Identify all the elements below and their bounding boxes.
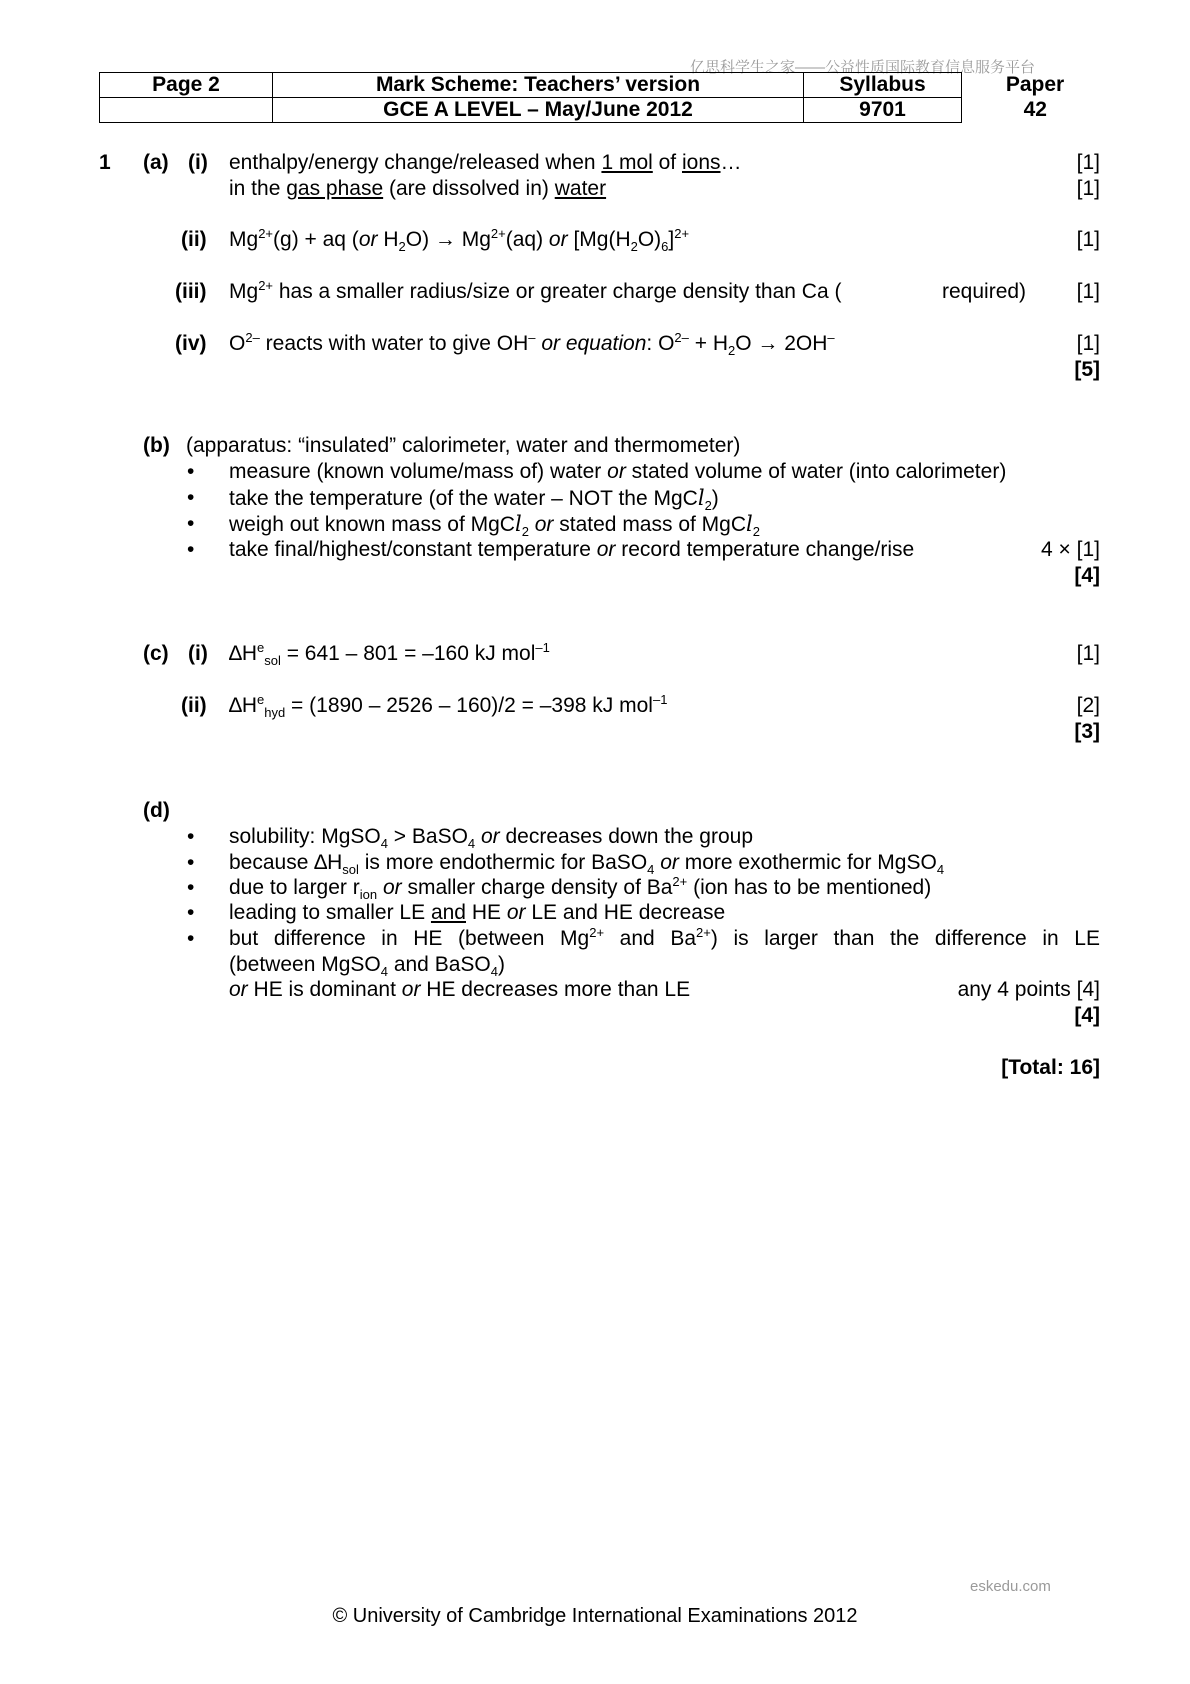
mark-a-iii: [1] bbox=[1076, 280, 1100, 303]
bullet-icon: • bbox=[187, 927, 195, 950]
bullet-icon: • bbox=[187, 538, 195, 561]
part-a-i-label: (i) bbox=[188, 151, 208, 174]
part-b-label: (b) bbox=[143, 434, 170, 457]
part-a-i-line1: enthalpy/energy change/released when 1 mol of ions… bbox=[229, 151, 742, 174]
mark-d: any 4 points [4] bbox=[957, 978, 1100, 1001]
header-paper-label: Paper bbox=[1005, 73, 1065, 96]
mark-c-i: [1] bbox=[1076, 642, 1100, 665]
part-d-bullet2: because $\Delta H_{sol}$ is more endothermic for BaSO$_4$ or more exothermic for MgSO$_4$ bbox=[229, 851, 945, 878]
total-b: [4] bbox=[1074, 564, 1100, 587]
mark-b: 4 × [1] bbox=[1041, 538, 1100, 561]
part-a-iii-text: $Mg^{2+}$ has a smaller radius/size or greater charge density than Ca ( bbox=[229, 278, 842, 303]
mark-a-i-1: [1] bbox=[1076, 151, 1100, 174]
watermark-bottom: eskedu.com bbox=[970, 1578, 1051, 1595]
part-d-bullet4: leading to smaller LE and HE or LE and HE decrease bbox=[229, 901, 726, 924]
header-subtitle: GCE A LEVEL – May/June 2012 bbox=[273, 98, 804, 123]
grand-total: [Total: 16] bbox=[1001, 1056, 1100, 1079]
part-c-ii-label: (ii) bbox=[181, 694, 207, 717]
mark-c-ii: [2] bbox=[1076, 694, 1100, 717]
part-a-ii-text: $Mg^{2+}(g)$ + aq (or $H_2O) \to Mg^{2+}(aq)$ or $[Mg(H_2O)_6]^{2+}$ bbox=[229, 226, 690, 255]
part-b-bullet3: weigh out known mass of MgCl$_2$ or stated mass of MgCl$_2$ bbox=[229, 512, 760, 540]
mark-a-iv: [1] bbox=[1076, 332, 1100, 355]
part-c-i-text: $\Delta H^e_{sol} = 641 - 801 = -160$ kJ mol$^{-1}$ bbox=[229, 640, 550, 669]
mark-a-ii: [1] bbox=[1076, 228, 1100, 251]
part-d-bullet1: solubility: MgSO$_4$ > BaSO$_4$ or decreases down the group bbox=[229, 825, 754, 852]
total-d: [4] bbox=[1074, 1004, 1100, 1027]
footer-copyright: © University of Cambridge International Examinations 2012 bbox=[332, 1605, 858, 1627]
part-a-ii-label: (ii) bbox=[181, 228, 207, 251]
total-c: [3] bbox=[1074, 720, 1100, 743]
part-b-intro: (apparatus: “insulated” calorimeter, water and thermometer) bbox=[186, 434, 741, 457]
part-b-bullet4: take final/highest/constant temperature or record temperature change/rise bbox=[229, 538, 915, 561]
part-c-ii-text: $\Delta H^e_{hyd} = (1890 - 2526 - 160)/2 = -398$ kJ mol$^{-1}$ bbox=[229, 692, 668, 721]
part-d-bullet5-line1: but difference in HE (between $Mg^{2+}$ and $Ba^{2+}$) is larger than the difference in LE bbox=[229, 925, 1100, 950]
bullet-icon: • bbox=[187, 851, 195, 874]
header-syllabus-label: Syllabus bbox=[804, 73, 962, 98]
part-b-bullet2: take the temperature (of the water – NOT the MgCl$_2$) bbox=[229, 486, 719, 514]
header-title: Mark Scheme: Teachers’ version bbox=[273, 73, 804, 98]
part-c-label: (c) bbox=[143, 642, 169, 665]
part-a-label: (a) bbox=[143, 151, 169, 174]
part-a-iv-label: (iv) bbox=[175, 332, 207, 355]
watermark-top: 亿思科学生之家——公益性质国际教育信息服务平台 bbox=[690, 59, 1036, 76]
part-c-i-label: (i) bbox=[188, 642, 208, 665]
bullet-icon: • bbox=[187, 512, 195, 535]
part-a-iii-required: required) bbox=[942, 280, 1027, 303]
question-number: 1 bbox=[99, 151, 111, 174]
part-d-bullet3: due to larger $r_{ion}$ or smaller charge density of $Ba^{2+}$ (ion has to be mentioned) bbox=[229, 874, 932, 903]
header-empty-cell bbox=[100, 98, 273, 123]
part-d-bullet5-line3: or HE is dominant or HE decreases more than LE bbox=[229, 978, 691, 1001]
bullet-icon: • bbox=[187, 825, 195, 848]
part-a-i-line2: in the gas phase (are dissolved in) water bbox=[229, 177, 607, 200]
header-paper: 42 bbox=[1023, 98, 1047, 121]
part-b-bullet1: measure (known volume/mass of) water or stated volume of water (into calorimeter) bbox=[229, 460, 1007, 483]
part-d-bullet5-line2: (between MgSO$_4$ and BaSO$_4$) bbox=[229, 953, 505, 980]
bullet-icon: • bbox=[187, 460, 195, 483]
header-page: Page 2 bbox=[100, 73, 273, 98]
bullet-icon: • bbox=[187, 876, 195, 899]
part-d-label: (d) bbox=[143, 799, 170, 822]
mark-a-i-2: [1] bbox=[1076, 177, 1100, 200]
header-syllabus: 9701 bbox=[804, 98, 962, 123]
part-a-iii-label: (iii) bbox=[175, 280, 207, 303]
total-a: [5] bbox=[1074, 358, 1100, 381]
bullet-icon: • bbox=[187, 486, 195, 509]
bullet-icon: • bbox=[187, 901, 195, 924]
part-a-iv-text: $O^{2-}$ reacts with water to give OH– or equation: $O^{2-} + H_2O \to 2OH^-$ bbox=[229, 330, 835, 359]
header-table bbox=[99, 72, 1109, 123]
